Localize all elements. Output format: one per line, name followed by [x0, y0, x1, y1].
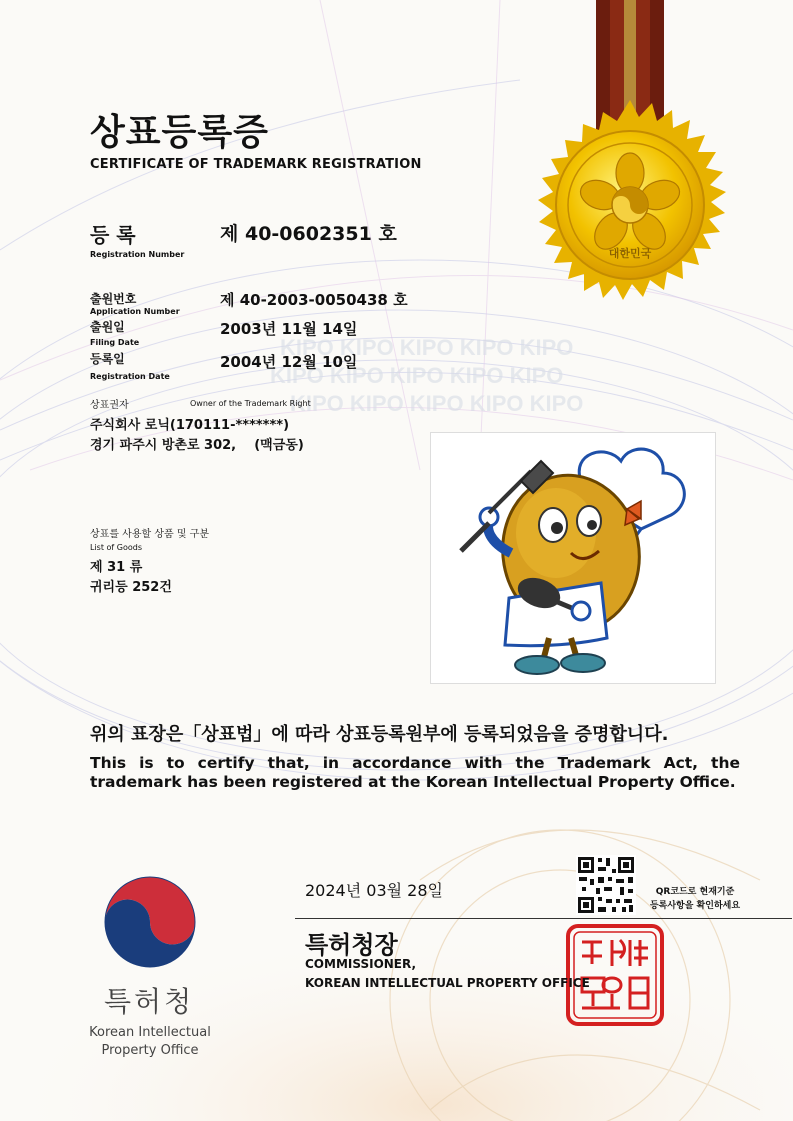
issue-date: 2024년 03월 28일 — [305, 881, 443, 900]
kipo-watermark-1: KIPO KIPO KIPO KIPO KIPO — [280, 335, 574, 360]
qr-caption-line1: QR코드로 현재기준 — [655, 887, 735, 897]
owner-name: 주식회사 로닉(170111-*******) — [90, 418, 290, 433]
filing-label-en: Filing Date — [90, 338, 140, 347]
commissioner-title-kr: 특허청장 — [305, 931, 398, 959]
owner-label-en: Owner of the Trademark Right — [190, 399, 311, 408]
goods-items: 귀리등 252건 — [90, 580, 172, 595]
kipo-name-en — [80, 1024, 220, 1060]
goods-label-kr: 상표를 사용할 상품 및 구분 — [90, 529, 209, 540]
potato-chef-mascot-icon — [431, 433, 717, 685]
reg-date-label-en: Registration Date — [90, 372, 170, 381]
certificate-title-kr: 상표등록증 — [90, 112, 269, 153]
owner-label-kr: 상표권자 — [90, 400, 129, 411]
registration-label-kr: 등 록 — [90, 223, 136, 247]
certification-statement-en: This is to certify that, in accordance with the Trademark Act, the trademark has been registered at the Korean Intellectual Property Office. — [90, 754, 740, 791]
commissioner-title-en — [305, 955, 605, 993]
registration-date: 2004년 12월 10일 — [220, 353, 358, 371]
kipo-logo-icon — [105, 877, 195, 967]
application-number: 제 40-2003-0050438 호 — [220, 291, 408, 309]
registration-number: 제 40-0602351 호 — [220, 223, 397, 245]
qr-code[interactable] — [576, 855, 636, 915]
certification-statement-kr: 위의 표장은「상표법」에 따라 상표등록원부에 등록되었음을 증명합니다. — [90, 724, 669, 745]
filing-date: 2003년 11월 14일 — [220, 320, 358, 338]
trademark-image — [430, 432, 716, 684]
kipo-name-line1: Korean Intellectual — [89, 1025, 211, 1040]
goods-label-en: List of Goods — [90, 543, 143, 552]
owner-address: 경기 파주시 방촌로 302, (맥금동) — [90, 438, 304, 453]
medal-text: 대한민국 — [608, 247, 652, 260]
certificate-title-en: CERTIFICATE OF TRADEMARK REGISTRATION — [90, 157, 422, 172]
commissioner-line1: COMMISSIONER, — [305, 957, 417, 971]
kipo-watermark-2: KIPO KIPO KIPO KIPO KIPO — [270, 363, 564, 388]
kipo-name-line2: Property Office — [101, 1043, 199, 1058]
kipo-watermark-3: KIPO KIPO KIPO KIPO KIPO — [290, 391, 584, 416]
signature-divider — [295, 918, 792, 919]
filing-label-kr: 출원일 — [90, 320, 125, 334]
qr-caption — [630, 885, 760, 913]
application-label-kr: 출원번호 — [90, 292, 137, 306]
registration-label-en: Registration Number — [90, 250, 185, 259]
commissioner-line2: KOREAN INTELLECTUAL PROPERTY OFFICE — [305, 976, 590, 990]
reg-date-label-kr: 등록일 — [90, 352, 125, 366]
goods-class: 제 31 류 — [90, 560, 143, 575]
application-label-en: Application Number — [90, 307, 180, 316]
kipo-name-kr: 특허청 — [104, 985, 195, 1018]
qr-caption-line2: 등록사항을 확인하세요 — [649, 901, 741, 911]
